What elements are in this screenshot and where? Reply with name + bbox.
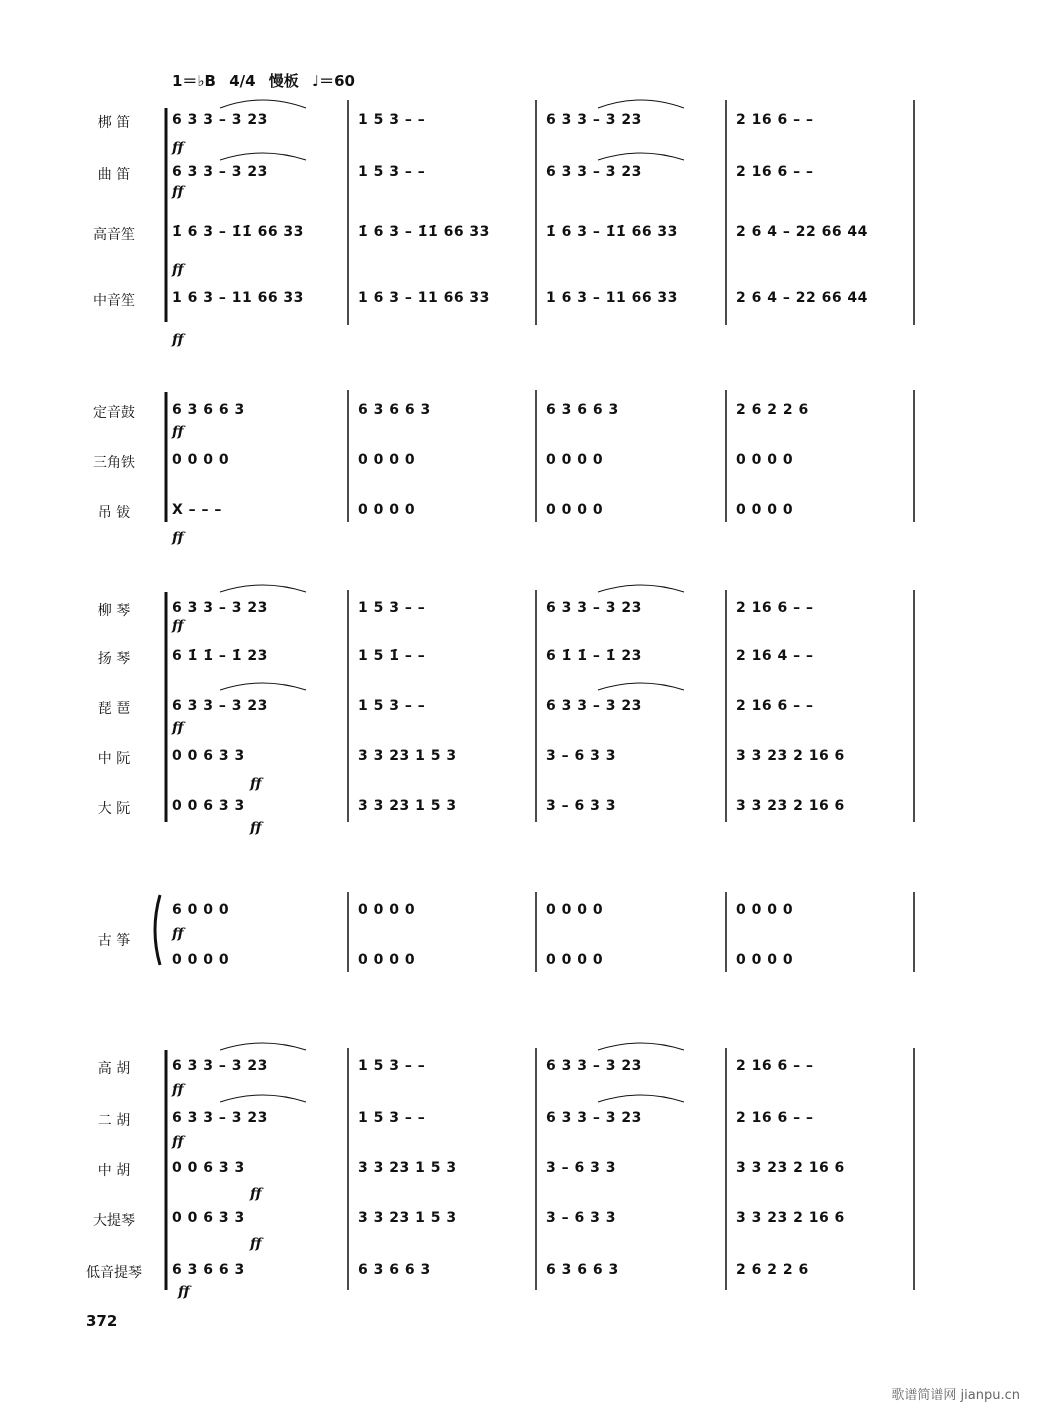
metronome-mark: ♩＝60 — [312, 72, 355, 90]
measure: 6 3 6 6 3 — [172, 1262, 245, 1278]
instrument-label: 梆 笛 — [97, 115, 131, 131]
instrument-label: 扬 琴 — [97, 651, 131, 667]
slur — [598, 1095, 684, 1102]
slur — [598, 585, 684, 592]
measure: 3 – 6 3 3 — [546, 1210, 616, 1226]
dynamic-ff: ff — [172, 262, 184, 278]
dynamic-ff: ff — [172, 184, 184, 200]
measure: 0 0 0 0 — [358, 902, 416, 918]
measure: 6 3 3 – 3 23 — [546, 698, 642, 714]
measure: 0 0 0 0 — [736, 452, 794, 468]
measure: 0 0 0 0 — [736, 952, 794, 968]
instrument-label: 二 胡 — [97, 1113, 131, 1129]
measure: 1 6 3 – 11 66 33 — [358, 290, 490, 306]
measure: 2 16 6 – – — [736, 1058, 814, 1074]
slur — [220, 100, 306, 108]
instrument-label: 大 阮 — [97, 801, 131, 817]
measure: 6 3 3 – 3 23 — [172, 112, 268, 128]
measure: 3 3 23 1 5 3 — [358, 748, 457, 764]
instrument-label: 曲 笛 — [97, 167, 131, 183]
instrument-label: 中 胡 — [97, 1163, 131, 1179]
slur — [220, 153, 306, 160]
measure: 2 16 6 – – — [736, 164, 814, 180]
measure: 0 0 0 0 — [358, 952, 416, 968]
instrument-label: 大提琴 — [93, 1213, 135, 1229]
page-number: 372 — [86, 1312, 118, 1330]
time-signature: 4/4 — [229, 72, 256, 90]
measure: 0 0 6 3 3 — [172, 1160, 245, 1176]
dynamic-ff: ff — [172, 332, 184, 348]
instrument-label: 三角铁 — [93, 455, 135, 471]
measure: 0 0 0 0 — [172, 952, 230, 968]
measure: 6 1̇ 1̇ – 1̇ 23 — [546, 648, 642, 664]
slur — [598, 1043, 684, 1050]
measure: 1 5 3 – – — [358, 1058, 426, 1074]
measure: X – – – — [172, 502, 222, 518]
measure: 6 3 3 – 3 23 — [172, 1110, 268, 1126]
measure: 6 3 6 6 3 — [546, 1262, 619, 1278]
instrument-label: 吊 钹 — [97, 505, 131, 521]
instrument-label: 高音笙 — [93, 227, 135, 243]
slur — [598, 153, 684, 160]
measure: 6 3 3 – 3 23 — [546, 112, 642, 128]
measure: 0 0 6 3 3 — [172, 798, 245, 814]
measure: 1 6 3 – 11 66 33 — [172, 290, 304, 306]
measure: 0 0 0 0 — [546, 952, 604, 968]
measure: 3 3 23 1 5 3 — [358, 1160, 457, 1176]
measure: 2 6 2 2 6 — [736, 402, 809, 418]
slur — [598, 100, 684, 108]
measure: 6 0 0 0 — [172, 902, 230, 918]
measure: 1 5 3 – – — [358, 600, 426, 616]
measure: 1 5 3 – – — [358, 1110, 426, 1126]
instrument-label: 中 阮 — [97, 751, 131, 767]
measure: 6 3 6 6 3 — [546, 402, 619, 418]
instrument-label: 定音鼓 — [93, 405, 135, 421]
brace-zheng — [155, 895, 160, 965]
measure: 0 0 0 0 — [172, 452, 230, 468]
measure: 6 3 6 6 3 — [172, 402, 245, 418]
dynamic-ff: ff — [172, 1134, 184, 1150]
watermark: 歌谱简谱网 jianpu.cn — [891, 1388, 1020, 1403]
measure: 1 5 3 – – — [358, 112, 426, 128]
measure: 3 3 23 1 5 3 — [358, 798, 457, 814]
measure: 2 16 6 – – — [736, 1110, 814, 1126]
measure: 0 0 0 0 — [736, 502, 794, 518]
instrument-label: 柳 琴 — [97, 603, 131, 619]
measure: 6 3 3 – 3 23 — [546, 600, 642, 616]
dynamic-ff: ff — [172, 140, 184, 156]
measure: 0 0 0 0 — [358, 452, 416, 468]
dynamic-ff: ff — [172, 926, 184, 942]
dynamic-ff: ff — [250, 1186, 262, 1202]
slur — [598, 683, 684, 690]
measure: 6 3 3 – 3 23 — [546, 1110, 642, 1126]
measure: 2 16 6 – – — [736, 698, 814, 714]
measure: 6 3 3 – 3 23 — [546, 1058, 642, 1074]
measure: 1 5 1̇ – – — [358, 648, 426, 664]
instrument-label: 高 胡 — [97, 1061, 131, 1077]
measure: 2 16 6 – – — [736, 112, 814, 128]
measure: 0 0 0 0 — [358, 502, 416, 518]
measure: 2 6 4 – 22 66 44 — [736, 290, 868, 306]
measure: 1 5 3 – – — [358, 164, 426, 180]
measure: 3 3 23 2 16 6 — [736, 748, 845, 764]
measure: 0 0 6 3 3 — [172, 1210, 245, 1226]
instrument-label: 低音提琴 — [86, 1265, 142, 1281]
dynamic-ff: ff — [250, 820, 262, 836]
measure: 0 0 0 0 — [736, 902, 794, 918]
measure: 0 0 6 3 3 — [172, 748, 245, 764]
dynamic-ff: ff — [172, 720, 184, 736]
measure: 0 0 0 0 — [546, 902, 604, 918]
measure: 6 3 6 6 3 — [358, 402, 431, 418]
measure: 6 3 3 – 3 23 — [546, 164, 642, 180]
dynamic-ff: ff — [250, 776, 262, 792]
slur — [220, 1095, 306, 1102]
measure: 0 0 0 0 — [546, 502, 604, 518]
dynamic-ff: ff — [172, 618, 184, 634]
dynamic-ff: ff — [172, 1082, 184, 1098]
measure: 3 – 6 3 3 — [546, 748, 616, 764]
measure: 6 3 3 – 3 23 — [172, 698, 268, 714]
dynamic-ff: ff — [178, 1284, 190, 1300]
measure: 2 6 4 – 22 66 44 — [736, 224, 868, 240]
measure: 3 3 23 2 16 6 — [736, 1210, 845, 1226]
measure: 3 3 23 2 16 6 — [736, 1160, 845, 1176]
measure: 3 – 6 3 3 — [546, 798, 616, 814]
slur — [220, 585, 306, 592]
slur — [220, 1043, 306, 1050]
instrument-label: 古 筝 — [97, 933, 131, 949]
measure: 1 5 3 – – — [358, 698, 426, 714]
measure: 3 – 6 3 3 — [546, 1160, 616, 1176]
key-signature: 1＝♭B — [172, 72, 216, 90]
measure: 1̇ 6 3 – 1̇1̇ 66 33 — [172, 224, 304, 240]
measure: 6 1̇ 1̇ – 1̇ 23 — [172, 648, 268, 664]
measure: 2 16 4 – – — [736, 648, 814, 664]
measure: 1 6 3 – 11 66 33 — [546, 290, 678, 306]
measure: 3 3 23 2 16 6 — [736, 798, 845, 814]
measure: 6 3 3 – 3 23 — [172, 164, 268, 180]
dynamic-ff: ff — [172, 530, 184, 546]
measure: 2 6 2 2 6 — [736, 1262, 809, 1278]
measure: 6 3 3 – 3 23 — [172, 1058, 268, 1074]
tempo-marking: 慢板 — [268, 72, 299, 90]
measure: 0 0 0 0 — [546, 452, 604, 468]
measure: 1̇ 6 3 – 1̇1̇ 66 33 — [358, 224, 490, 240]
dynamic-ff: ff — [172, 424, 184, 440]
measure: 6 3 6 6 3 — [358, 1262, 431, 1278]
dynamic-ff: ff — [250, 1236, 262, 1252]
instrument-label: 琵 琶 — [97, 701, 131, 717]
measure: 6 3 3 – 3 23 — [172, 600, 268, 616]
measure: 3 3 23 1 5 3 — [358, 1210, 457, 1226]
instrument-label: 中音笙 — [93, 293, 135, 309]
measure: 2 16 6 – – — [736, 600, 814, 616]
measure: 1̇ 6 3 – 1̇1̇ 66 33 — [546, 224, 678, 240]
slur — [220, 683, 306, 690]
